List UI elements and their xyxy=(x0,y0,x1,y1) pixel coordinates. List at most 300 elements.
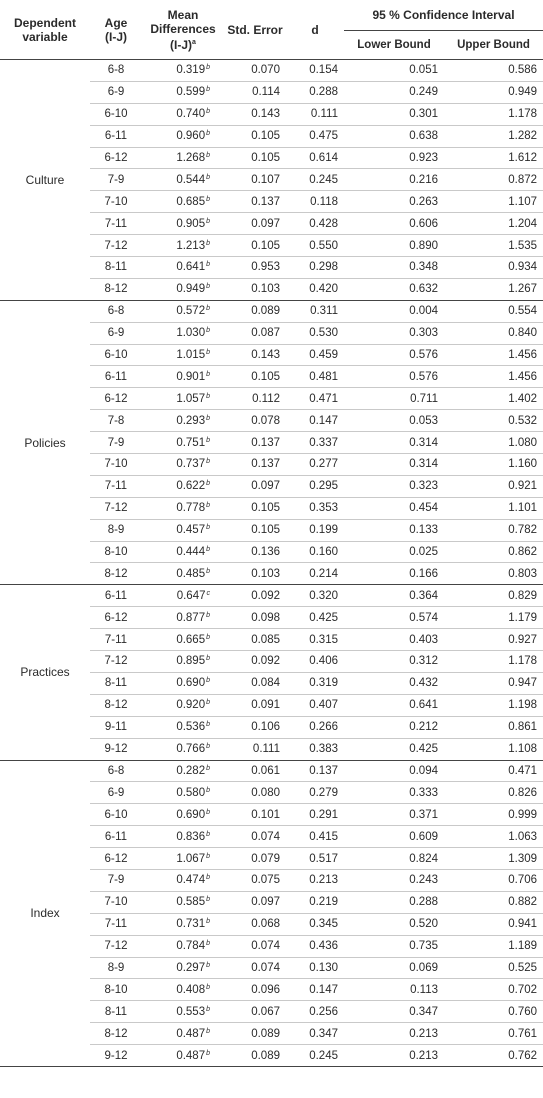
significance-mark: b xyxy=(206,173,210,181)
mean-value: 0.544 xyxy=(176,173,206,186)
upper-bound-cell: 1.612 xyxy=(444,147,543,169)
significance-mark: b xyxy=(206,633,210,641)
significance-mark: b xyxy=(206,414,210,422)
mean-difference-cell xyxy=(142,1045,224,1067)
std-error-cell: 0.107 xyxy=(224,169,286,191)
mean-value: 0.737 xyxy=(176,458,206,471)
lower-bound-cell: 0.113 xyxy=(344,979,444,1001)
age-cell: 6-11 xyxy=(90,826,142,848)
lower-bound-cell: 0.890 xyxy=(344,235,444,257)
d-cell: 0.154 xyxy=(286,60,344,82)
significance-mark: b xyxy=(206,655,210,663)
mean-value: 0.665 xyxy=(176,633,206,646)
age-cell: 7-11 xyxy=(90,213,142,235)
mean-difference-cell xyxy=(142,81,224,103)
significance-mark: b xyxy=(206,1027,210,1035)
age-cell: 7-10 xyxy=(90,454,142,476)
mean-difference-cell xyxy=(142,191,224,213)
mean-difference-cell xyxy=(142,147,224,169)
upper-bound-cell: 0.586 xyxy=(444,60,543,82)
lower-bound-cell: 0.403 xyxy=(344,629,444,651)
mean-value: 0.553 xyxy=(176,1005,206,1018)
upper-bound-cell: 0.862 xyxy=(444,541,543,563)
mean-difference-cell xyxy=(142,891,224,913)
age-cell: 6-11 xyxy=(90,585,142,607)
significance-mark: b xyxy=(206,502,210,510)
d-cell: 0.517 xyxy=(286,848,344,870)
lower-bound-cell: 0.263 xyxy=(344,191,444,213)
std-error-cell: 0.075 xyxy=(224,869,286,891)
mean-difference-cell xyxy=(142,60,224,82)
d-cell: 0.425 xyxy=(286,607,344,629)
mean-value: 0.572 xyxy=(176,305,206,318)
age-cell: 9-11 xyxy=(90,716,142,738)
mean-difference-cell xyxy=(142,629,224,651)
lower-bound-cell: 0.606 xyxy=(344,213,444,235)
mean-difference-cell xyxy=(142,935,224,957)
d-cell: 0.320 xyxy=(286,585,344,607)
mean-value: 0.408 xyxy=(176,983,206,996)
significance-mark: b xyxy=(206,195,210,203)
significance-mark: b xyxy=(206,283,210,291)
lower-bound-cell: 0.025 xyxy=(344,541,444,563)
significance-mark: b xyxy=(206,64,210,72)
mean-value: 0.960 xyxy=(176,130,206,143)
significance-mark: b xyxy=(206,721,210,729)
age-cell: 7-9 xyxy=(90,869,142,891)
table-header xyxy=(0,0,543,60)
age-cell: 8-12 xyxy=(90,694,142,716)
age-cell: 6-10 xyxy=(90,804,142,826)
lower-bound-cell: 0.216 xyxy=(344,169,444,191)
dependent-variable-cell: Culture xyxy=(0,60,90,301)
lower-bound-cell: 0.213 xyxy=(344,1045,444,1067)
age-cell: 9-12 xyxy=(90,738,142,760)
std-error-cell: 0.136 xyxy=(224,541,286,563)
age-cell: 6-9 xyxy=(90,782,142,804)
significance-mark: b xyxy=(206,130,210,138)
lower-bound-cell: 0.576 xyxy=(344,344,444,366)
mean-difference-cell xyxy=(142,585,224,607)
mean-difference-cell xyxy=(142,410,224,432)
age-cell: 7-12 xyxy=(90,935,142,957)
age-cell: 8-11 xyxy=(90,257,142,279)
std-error-cell: 0.091 xyxy=(224,694,286,716)
upper-bound-cell: 0.947 xyxy=(444,672,543,694)
mean-value: 0.920 xyxy=(176,699,206,712)
mean-value: 0.457 xyxy=(176,524,206,537)
mean-value: 0.905 xyxy=(176,217,206,230)
dependent-variable-cell: Policies xyxy=(0,300,90,585)
mean-difference-cell xyxy=(142,103,224,125)
lower-bound-cell: 0.212 xyxy=(344,716,444,738)
std-error-cell: 0.092 xyxy=(224,585,286,607)
mean-value: 0.585 xyxy=(176,896,206,909)
mean-difference-cell xyxy=(142,278,224,300)
std-error-cell: 0.105 xyxy=(224,235,286,257)
std-error-cell: 0.079 xyxy=(224,848,286,870)
mean-value: 0.784 xyxy=(176,940,206,953)
significance-mark: b xyxy=(206,261,210,269)
header-age-label: Age xyxy=(104,15,128,30)
mean-difference-cell xyxy=(142,125,224,147)
std-error-cell: 0.143 xyxy=(224,103,286,125)
upper-bound-cell: 0.525 xyxy=(444,957,543,979)
upper-bound-cell: 0.471 xyxy=(444,760,543,782)
upper-bound-cell: 0.934 xyxy=(444,257,543,279)
d-cell: 0.130 xyxy=(286,957,344,979)
std-error-cell: 0.105 xyxy=(224,125,286,147)
std-error-cell: 0.105 xyxy=(224,519,286,541)
age-cell: 6-8 xyxy=(90,760,142,782)
lower-bound-cell: 0.051 xyxy=(344,60,444,82)
lower-bound-cell: 0.314 xyxy=(344,454,444,476)
lower-bound-cell: 0.314 xyxy=(344,432,444,454)
lower-bound-cell: 0.432 xyxy=(344,672,444,694)
age-cell: 7-11 xyxy=(90,475,142,497)
significance-mark: b xyxy=(206,1049,210,1057)
significance-mark: b xyxy=(206,392,210,400)
mean-value: 0.690 xyxy=(176,677,206,690)
upper-bound-cell: 1.267 xyxy=(444,278,543,300)
significance-mark: b xyxy=(206,983,210,991)
significance-mark: b xyxy=(206,940,210,948)
std-error-cell: 0.143 xyxy=(224,344,286,366)
age-cell: 8-12 xyxy=(90,278,142,300)
lower-bound-cell: 0.249 xyxy=(344,81,444,103)
upper-bound-cell: 0.861 xyxy=(444,716,543,738)
d-cell: 0.311 xyxy=(286,300,344,322)
mean-value: 0.766 xyxy=(176,743,206,756)
d-cell: 0.345 xyxy=(286,913,344,935)
d-cell: 0.245 xyxy=(286,1045,344,1067)
upper-bound-cell: 1.107 xyxy=(444,191,543,213)
table-row xyxy=(0,60,543,82)
table-row xyxy=(0,300,543,322)
lower-bound-cell: 0.213 xyxy=(344,1023,444,1045)
lower-bound-cell: 0.243 xyxy=(344,869,444,891)
significance-mark: b xyxy=(206,918,210,926)
mean-value: 0.487 xyxy=(176,1027,206,1040)
header-mean-sub: (I-J) xyxy=(170,37,193,52)
lower-bound-cell: 0.133 xyxy=(344,519,444,541)
d-cell: 0.288 xyxy=(286,81,344,103)
lower-bound-cell: 0.520 xyxy=(344,913,444,935)
upper-bound-cell: 0.949 xyxy=(444,81,543,103)
std-error-cell: 0.074 xyxy=(224,957,286,979)
mean-difference-cell xyxy=(142,563,224,585)
d-cell: 0.279 xyxy=(286,782,344,804)
significance-mark: b xyxy=(206,305,210,313)
significance-mark: b xyxy=(206,677,210,685)
d-cell: 0.481 xyxy=(286,366,344,388)
age-cell: 6-12 xyxy=(90,848,142,870)
upper-bound-cell: 1.456 xyxy=(444,344,543,366)
upper-bound-cell: 0.927 xyxy=(444,629,543,651)
age-cell: 6-12 xyxy=(90,388,142,410)
lower-bound-cell: 0.347 xyxy=(344,1001,444,1023)
std-error-cell: 0.137 xyxy=(224,454,286,476)
mean-difference-cell xyxy=(142,366,224,388)
upper-bound-cell: 0.706 xyxy=(444,869,543,891)
mean-difference-cell xyxy=(142,760,224,782)
lower-bound-cell: 0.454 xyxy=(344,497,444,519)
upper-bound-cell: 1.178 xyxy=(444,651,543,673)
mean-value: 0.487 xyxy=(176,1049,206,1062)
mean-difference-cell xyxy=(142,257,224,279)
mean-difference-cell xyxy=(142,782,224,804)
mean-value: 0.778 xyxy=(176,502,206,515)
header-mean-sup: a xyxy=(192,38,196,46)
age-cell: 7-11 xyxy=(90,629,142,651)
d-cell: 0.436 xyxy=(286,935,344,957)
mean-difference-cell xyxy=(142,979,224,1001)
significance-mark: b xyxy=(206,546,210,554)
std-error-cell: 0.097 xyxy=(224,213,286,235)
std-error-cell: 0.074 xyxy=(224,826,286,848)
significance-mark: b xyxy=(206,699,210,707)
std-error-cell: 0.089 xyxy=(224,1023,286,1045)
mean-value: 1.268 xyxy=(176,152,206,164)
age-cell: 8-10 xyxy=(90,979,142,1001)
lower-bound-cell: 0.632 xyxy=(344,278,444,300)
mean-value: 0.485 xyxy=(176,567,206,580)
d-cell: 0.147 xyxy=(286,979,344,1001)
lower-bound-cell: 0.166 xyxy=(344,563,444,585)
d-cell: 0.475 xyxy=(286,125,344,147)
mean-value: 0.901 xyxy=(176,370,206,383)
std-error-cell: 0.103 xyxy=(224,563,286,585)
mean-value: 0.297 xyxy=(176,961,206,974)
mean-difference-cell xyxy=(142,651,224,673)
upper-bound-cell: 1.198 xyxy=(444,694,543,716)
age-cell: 6-8 xyxy=(90,60,142,82)
lower-bound-cell: 0.303 xyxy=(344,322,444,344)
mean-value: 0.474 xyxy=(176,874,206,887)
lower-bound-cell: 0.288 xyxy=(344,891,444,913)
table-row xyxy=(0,760,543,782)
lower-bound-cell: 0.312 xyxy=(344,651,444,673)
mean-difference-cell xyxy=(142,454,224,476)
upper-bound-cell: 1.108 xyxy=(444,738,543,760)
age-cell: 8-11 xyxy=(90,1001,142,1023)
mean-difference-cell xyxy=(142,1023,224,1045)
mean-value: 0.877 xyxy=(176,611,206,624)
d-cell: 0.256 xyxy=(286,1001,344,1023)
d-cell: 0.291 xyxy=(286,804,344,826)
upper-bound-cell: 1.282 xyxy=(444,125,543,147)
lower-bound-cell: 0.348 xyxy=(344,257,444,279)
mean-value: 1.067 xyxy=(176,852,206,865)
mean-value: 0.293 xyxy=(176,414,206,427)
upper-bound-cell: 1.101 xyxy=(444,497,543,519)
age-cell: 6-10 xyxy=(90,344,142,366)
lower-bound-cell: 0.301 xyxy=(344,103,444,125)
upper-bound-cell: 1.080 xyxy=(444,432,543,454)
significance-mark: c xyxy=(206,589,210,597)
d-cell: 0.315 xyxy=(286,629,344,651)
d-cell: 0.471 xyxy=(286,388,344,410)
upper-bound-cell: 1.179 xyxy=(444,607,543,629)
significance-mark: b xyxy=(206,370,210,378)
significance-mark: b xyxy=(206,152,210,159)
d-cell: 0.319 xyxy=(286,672,344,694)
age-cell: 9-12 xyxy=(90,1045,142,1067)
d-cell: 0.407 xyxy=(286,694,344,716)
lower-bound-cell: 0.711 xyxy=(344,388,444,410)
lower-bound-cell: 0.609 xyxy=(344,826,444,848)
age-cell: 7-12 xyxy=(90,651,142,673)
std-error-cell: 0.137 xyxy=(224,191,286,213)
std-error-cell: 0.137 xyxy=(224,432,286,454)
age-cell: 8-12 xyxy=(90,563,142,585)
std-error-cell: 0.103 xyxy=(224,278,286,300)
mean-value: 1.015 xyxy=(176,349,206,362)
mean-difference-cell xyxy=(142,848,224,870)
std-error-cell: 0.080 xyxy=(224,782,286,804)
upper-bound-cell: 0.882 xyxy=(444,891,543,913)
upper-bound-cell: 0.921 xyxy=(444,475,543,497)
age-cell: 8-9 xyxy=(90,957,142,979)
std-error-cell: 0.089 xyxy=(224,300,286,322)
d-cell: 0.245 xyxy=(286,169,344,191)
significance-mark: b xyxy=(206,217,210,225)
dependent-variable-cell: Index xyxy=(0,760,90,1066)
mean-difference-cell xyxy=(142,869,224,891)
mean-difference-cell xyxy=(142,826,224,848)
mean-difference-cell xyxy=(142,475,224,497)
age-cell: 6-8 xyxy=(90,300,142,322)
significance-mark: b xyxy=(206,830,210,838)
std-error-cell: 0.098 xyxy=(224,607,286,629)
mean-value: 0.647 xyxy=(176,589,206,602)
d-cell: 0.347 xyxy=(286,1023,344,1045)
std-error-cell: 0.112 xyxy=(224,388,286,410)
lower-bound-cell: 0.053 xyxy=(344,410,444,432)
header-upper-bound: Upper Bound xyxy=(444,31,543,60)
mean-difference-cell xyxy=(142,957,224,979)
age-cell: 7-10 xyxy=(90,891,142,913)
header-lower-bound: Lower Bound xyxy=(344,31,444,60)
mean-value: 0.751 xyxy=(176,436,206,449)
age-cell: 6-12 xyxy=(90,607,142,629)
d-cell: 0.353 xyxy=(286,497,344,519)
significance-mark: b xyxy=(206,108,210,116)
std-error-cell: 0.105 xyxy=(224,147,286,169)
significance-mark: b xyxy=(206,567,210,575)
mean-value: 0.444 xyxy=(176,546,206,559)
std-error-cell: 0.061 xyxy=(224,760,286,782)
significance-mark: b xyxy=(206,896,210,904)
significance-mark: b xyxy=(206,86,210,94)
mean-difference-cell xyxy=(142,541,224,563)
std-error-cell: 0.105 xyxy=(224,366,286,388)
d-cell: 0.147 xyxy=(286,410,344,432)
mean-difference-cell xyxy=(142,738,224,760)
significance-mark: b xyxy=(206,808,210,816)
header-mean-differences xyxy=(142,0,224,60)
header-std-error: Std. Error xyxy=(224,0,286,60)
d-cell: 0.550 xyxy=(286,235,344,257)
d-cell: 0.277 xyxy=(286,454,344,476)
table-row xyxy=(0,585,543,607)
lower-bound-cell: 0.923 xyxy=(344,147,444,169)
d-cell: 0.137 xyxy=(286,760,344,782)
upper-bound-cell: 0.872 xyxy=(444,169,543,191)
significance-mark: b xyxy=(206,436,210,444)
upper-bound-cell: 1.204 xyxy=(444,213,543,235)
mean-value: 0.690 xyxy=(176,808,206,821)
significance-mark: b xyxy=(206,764,210,772)
std-error-cell: 0.085 xyxy=(224,629,286,651)
std-error-cell: 0.092 xyxy=(224,651,286,673)
mean-difference-cell xyxy=(142,497,224,519)
lower-bound-cell: 0.094 xyxy=(344,760,444,782)
upper-bound-cell: 1.178 xyxy=(444,103,543,125)
mean-difference-cell xyxy=(142,169,224,191)
lower-bound-cell: 0.425 xyxy=(344,738,444,760)
d-cell: 0.213 xyxy=(286,869,344,891)
significance-mark: b xyxy=(206,480,210,488)
upper-bound-cell: 0.762 xyxy=(444,1045,543,1067)
d-cell: 0.199 xyxy=(286,519,344,541)
lower-bound-cell: 0.364 xyxy=(344,585,444,607)
mean-value: 0.580 xyxy=(176,786,206,799)
age-cell: 8-10 xyxy=(90,541,142,563)
significance-mark: b xyxy=(206,458,210,466)
mean-difference-cell xyxy=(142,672,224,694)
significance-mark: b xyxy=(206,743,210,751)
upper-bound-cell: 1.160 xyxy=(444,454,543,476)
std-error-cell: 0.084 xyxy=(224,672,286,694)
significance-mark: b xyxy=(206,874,210,882)
lower-bound-cell: 0.641 xyxy=(344,694,444,716)
std-error-cell: 0.087 xyxy=(224,322,286,344)
significance-mark: b xyxy=(206,852,210,860)
std-error-cell: 0.097 xyxy=(224,891,286,913)
age-cell: 6-12 xyxy=(90,147,142,169)
upper-bound-cell: 0.532 xyxy=(444,410,543,432)
age-cell: 7-9 xyxy=(90,169,142,191)
d-cell: 0.214 xyxy=(286,563,344,585)
significance-mark: b xyxy=(206,611,210,619)
lower-bound-cell: 0.069 xyxy=(344,957,444,979)
mean-difference-cell xyxy=(142,694,224,716)
age-cell: 6-11 xyxy=(90,125,142,147)
significance-mark: b xyxy=(206,786,210,794)
std-error-cell: 0.074 xyxy=(224,935,286,957)
upper-bound-cell: 1.456 xyxy=(444,366,543,388)
table-body xyxy=(0,60,543,1067)
header-d: d xyxy=(286,0,344,60)
upper-bound-cell: 0.702 xyxy=(444,979,543,1001)
age-cell: 8-12 xyxy=(90,1023,142,1045)
d-cell: 0.530 xyxy=(286,322,344,344)
upper-bound-cell: 0.826 xyxy=(444,782,543,804)
mean-difference-cell xyxy=(142,804,224,826)
mean-difference-cell xyxy=(142,607,224,629)
upper-bound-cell: 0.803 xyxy=(444,563,543,585)
std-error-cell: 0.953 xyxy=(224,257,286,279)
mean-difference-cell xyxy=(142,322,224,344)
d-cell: 0.111 xyxy=(286,103,344,125)
upper-bound-cell: 0.840 xyxy=(444,322,543,344)
upper-bound-cell: 1.402 xyxy=(444,388,543,410)
mean-difference-cell xyxy=(142,344,224,366)
std-error-cell: 0.096 xyxy=(224,979,286,1001)
d-cell: 0.266 xyxy=(286,716,344,738)
d-cell: 0.219 xyxy=(286,891,344,913)
